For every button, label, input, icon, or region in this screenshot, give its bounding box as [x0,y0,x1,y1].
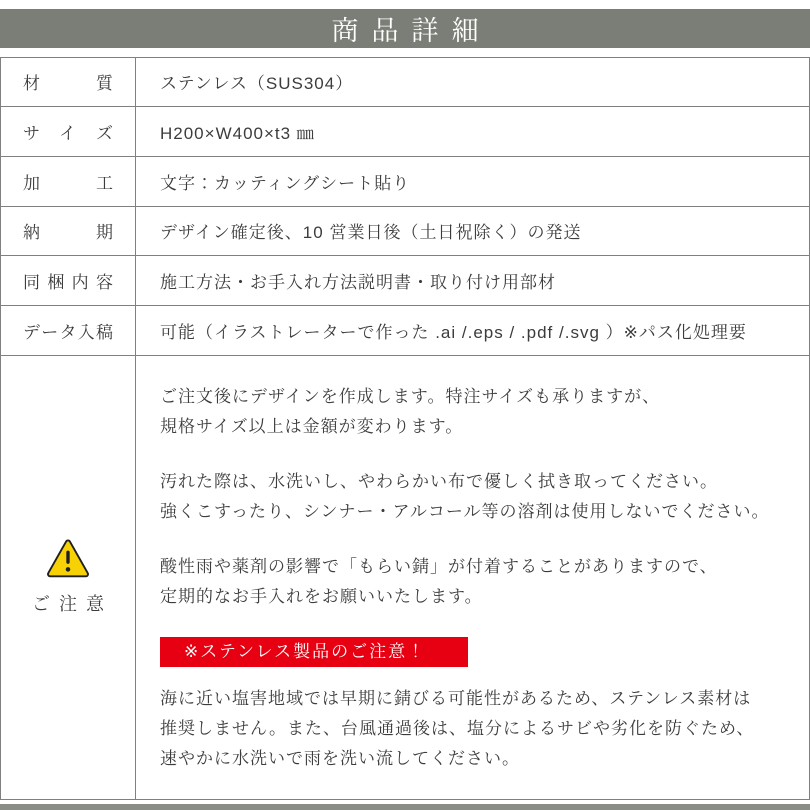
caution-paragraph [160,552,799,612]
caution-line: 推奨しません。また、台風通過後は、塩分によるサビや劣化を防ぐため、 [160,718,755,738]
caution-paragraph [160,467,799,527]
section-title: 商品詳細 [331,16,492,46]
warning-triangle-icon [46,538,90,578]
stainless-notice-banner: ※ステンレス製品のご注意！ [160,637,468,667]
row-label: 加工 [23,173,113,193]
row-value: ステンレス（SUS304） [160,74,354,94]
caution-line: 汚れた際は、水洗いし、やわらかい布で優しく拭き取ってください。 [160,471,718,491]
caution-line: 酸性雨や薬剤の影響で「もらい錆」が付着することがありますので、 [160,556,718,576]
header-gap [0,48,810,57]
row-value: 可能（イラストレーターで作った .ai /.eps / .pdf /.svg ）※パス化処理要 [160,323,747,343]
caution-label: ご注意 [32,594,113,615]
row-label-cell [1,157,136,206]
table-row-processing [1,157,809,207]
spec-table [0,57,810,800]
table-row-material [1,58,809,107]
top-margin [0,0,810,9]
table-row-data-submission [1,306,809,356]
row-label-cell [1,207,136,256]
row-value: 施工方法・お手入れ方法説明書・取り付け用部材 [160,273,556,293]
caution-paragraph [160,684,799,774]
caution-line: 規格サイズ以上は金額が変わります。 [160,416,464,436]
row-label-cell [1,58,136,106]
row-label: サイズ [23,123,113,143]
row-label-cell [1,306,136,355]
row-label: 同梱内容 [23,273,113,293]
caution-line: ご注文後にデザインを作成します。特注サイズも承りますが、 [160,386,661,406]
row-label: 納期 [23,223,113,243]
row-value: デザイン確定後、10 営業日後（土日祝除く）の発送 [160,223,582,243]
row-value: 文字：カッティングシート貼り [160,173,411,193]
table-row-included-items [1,256,809,306]
row-label: データ入稿 [23,323,113,343]
caution-line: 強くこすったり、シンナー・アルコール等の溶剤は使用しないでください。 [160,501,770,521]
table-row-size [1,107,809,157]
caution-line: 速やかに水洗いで雨を洗い流してください。 [160,748,520,768]
section-header [0,9,810,48]
caution-line: 定期的なお手入れをお願いいたします。 [160,586,483,606]
row-label-cell [1,256,136,305]
caution-label-cell [1,356,136,799]
row-label: 材質 [23,74,113,94]
caution-paragraph [160,382,799,442]
row-label-cell [1,107,136,156]
row-value: H200×W400×t3 ㎜ [160,123,315,143]
next-section-header-strip [0,804,810,810]
caution-content [136,356,809,799]
caution-line: 海に近い塩害地域では早期に錆びる可能性があるため、ステンレス素材は [160,688,752,708]
table-row-caution [1,356,809,799]
table-row-delivery [1,207,809,257]
